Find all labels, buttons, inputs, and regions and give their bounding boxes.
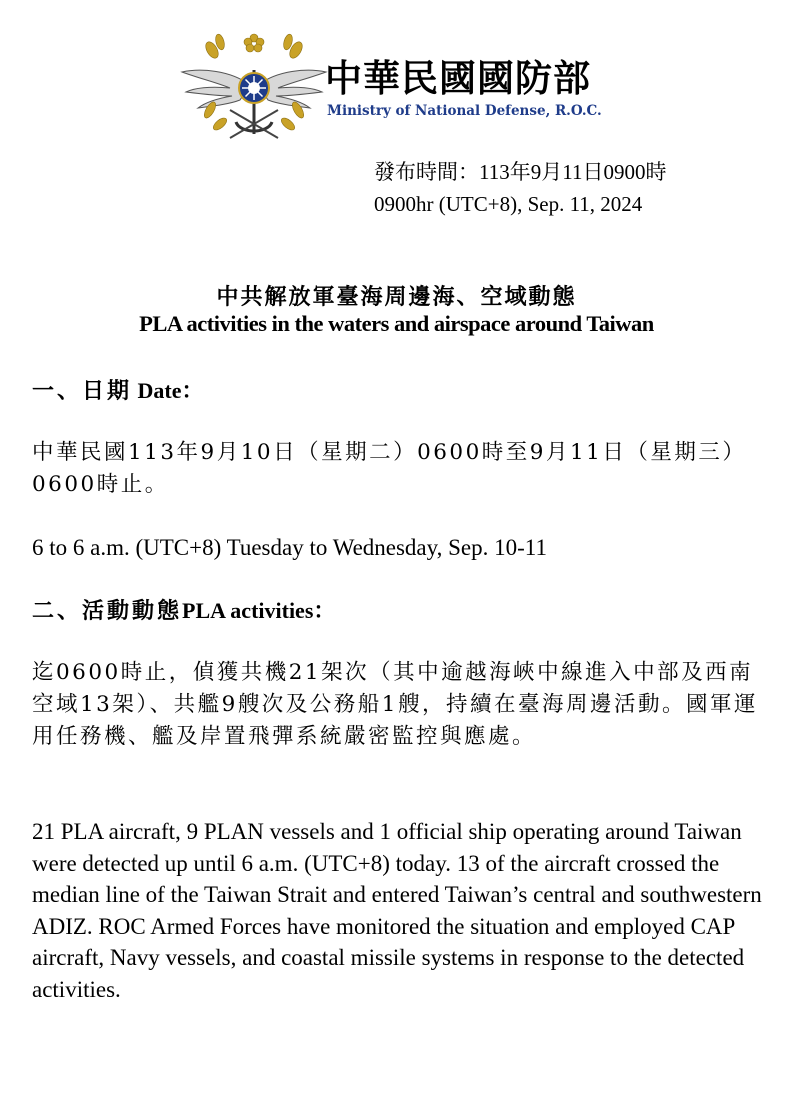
activities-text-en: 21 PLA aircraft, 9 PLAN vessels and 1 official ship operating around Taiwan were detected up until 6 a.m. (UTC+8) today. 13 of the aircraft crossed the median line of the Taiwan Strait and entered Taiwan’s central and southwestern ADIZ. ROC Armed Forces have monitored the situation and employed CAP aircraft, Navy vessels, and coastal missile systems in response to the detected activities. — [32, 819, 762, 1002]
activities-text-cn: 迄0600時止，偵獲共機21架次（其中逾越海峽中線進入中部及西南空域13架）、共艦9艘次及公務船1艘，持續在臺海周邊活動。國軍運用任務機、艦及岸置飛彈系統嚴密監控與應處。 — [32, 660, 758, 749]
document-title-cn: 中共解放軍臺海周邊海、空域動態 — [216, 284, 577, 310]
section-date-heading-cn: 一、日期 — [32, 378, 133, 404]
ministry-name-cn: 中華民國國防部 — [325, 57, 591, 100]
release-time-cn: 發布時間：113年9月11日0900時 — [374, 160, 667, 184]
date-text-en: 6 to 6 a.m. (UTC+8) Tuesday to Wednesday, Sep. 10-11 — [32, 535, 547, 560]
document-title-en: PLA activities in the waters and airspace around Taiwan — [139, 311, 654, 336]
ministry-name-en: Ministry of National Defense, R.O.C. — [327, 103, 602, 119]
section-date-heading — [32, 374, 204, 405]
section-activities-heading-en: PLA activities： — [182, 598, 336, 623]
release-time-en: 0900hr (UTC+8), Sep. 11, 2024 — [374, 192, 643, 216]
ministry-header — [180, 30, 650, 150]
section-activities-heading-cn: 二、活動動態 — [32, 598, 183, 624]
section-date-heading-en: Date： — [132, 378, 204, 403]
section-activities-heading — [32, 594, 335, 625]
mnd-emblem-logo — [180, 30, 328, 148]
release-time — [374, 156, 666, 220]
date-text-cn: 中華民國113年9月10日（星期二）0600時至9月11日（星期三）0600時止。 — [32, 440, 747, 497]
